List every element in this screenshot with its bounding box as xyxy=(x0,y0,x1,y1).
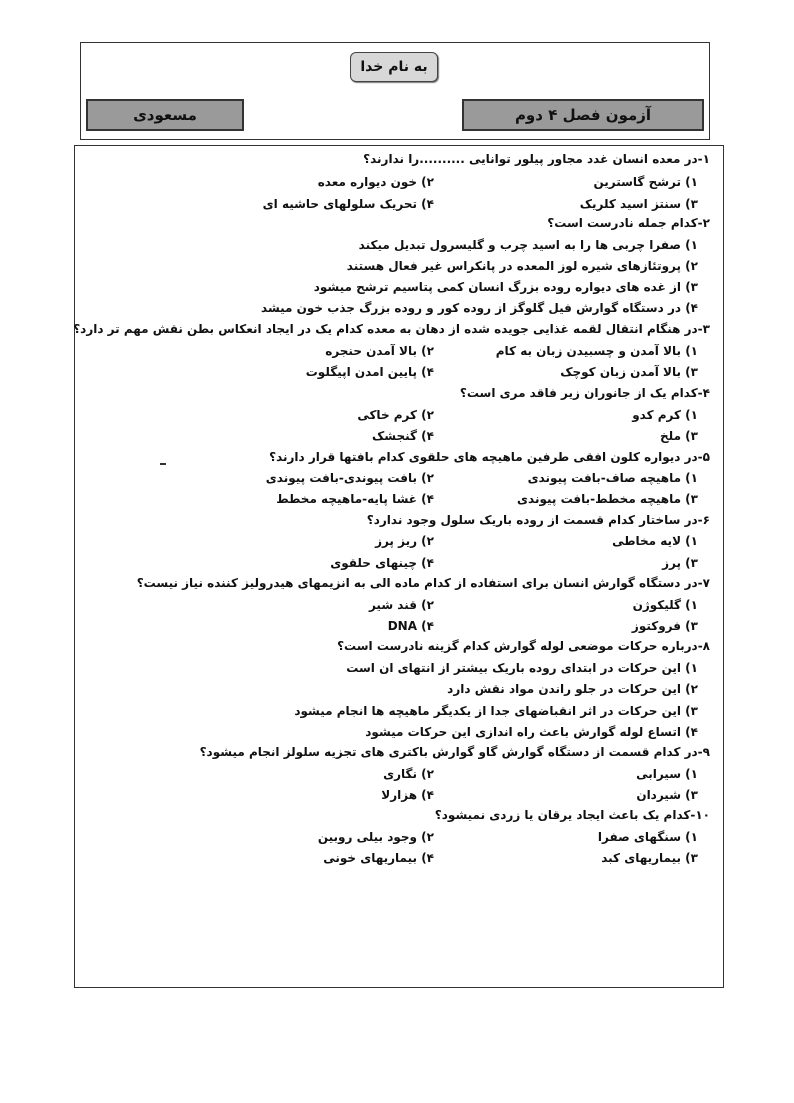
question-3: ۳-در هنگام انتقال لقمه غذایی جویده شده از دهان به معده کدام یک در ایجاد انعکاس بطن نقش مهم تر دارد؟ xyxy=(73,322,710,336)
teacher-name: مسعودی xyxy=(86,99,244,131)
q9-option-2: ۲) نگاری xyxy=(383,767,434,781)
q1-option-3: ۳) سنتز اسید کلریک xyxy=(579,197,698,211)
q10-option-4: ۴) بیماریهای خونی xyxy=(323,851,434,865)
q1-option-4: ۴) تحریک سلولهای حاشیه ای xyxy=(262,197,434,211)
q1-option-1: ۱) ترشح گاسترین xyxy=(593,175,698,189)
question-5: ۵-در دیواره کلون افقی طرفین ماهیچه های حلقوی کدام بافتها قرار دارند؟ xyxy=(269,450,710,464)
q3-option-4: ۴) پایین امدن اپیگلوت xyxy=(305,365,434,379)
q9-option-3: ۳) شیردان xyxy=(636,788,698,802)
question-1: ۱-در معده انسان غدد مجاور پیلور توانایی ..........را ندارند؟ xyxy=(363,152,710,166)
q8-option-1: ۱) این حرکات در ابتدای روده باریک بیشتر از انتهای ان است xyxy=(346,661,698,675)
q3-option-3: ۳) بالا آمدن زبان کوچک xyxy=(560,365,698,379)
q8-option-2: ۲) این حرکات در جلو راندن مواد نقش دارد xyxy=(447,682,698,696)
q8-option-3: ۳) این حرکات در اثر انقباضهای جدا از یکدیگر ماهیچه ها انجام میشود xyxy=(294,704,698,718)
exam-title: آزمون فصل ۴ دوم xyxy=(462,99,704,131)
question-4: ۴-کدام یک از جانوران زیر فاقد مری است؟ xyxy=(459,386,710,400)
q5-option-1: ۱) ماهیچه صاف-بافت پیوندی xyxy=(527,471,698,485)
question-6: ۶-در ساختار کدام قسمت از روده باریک سلول وجود ندارد؟ xyxy=(366,513,710,527)
scan-mark xyxy=(160,463,166,465)
q5-option-4: ۴) غشا پایه-ماهیچه مخطط xyxy=(276,492,434,506)
q10-option-1: ۱) سنگهای صفرا xyxy=(597,830,698,844)
q4-option-1: ۱) کرم کدو xyxy=(632,408,698,422)
q9-option-1: ۱) سیرابی xyxy=(636,767,698,781)
question-7: ۷-در دستگاه گوارش انسان برای استفاده از کدام ماده الی به انزیمهای هیدرولیز کننده نیاز نیست؟ xyxy=(136,576,710,590)
question-8: ۸-درباره حرکات موضعی لوله گوارش کدام گزینه نادرست است؟ xyxy=(337,639,710,653)
q3-option-2: ۲) بالا آمدن حنجره xyxy=(325,344,434,358)
q6-option-4: ۴) چینهای حلقوی xyxy=(330,556,434,570)
q2-option-4: ۴) در دستگاه گوارش فیل گلوگز از روده کور و روده بزرگ جذب خون میشد xyxy=(261,301,698,315)
q8-option-4: ۴) اتساع لوله گوارش باعث راه اندازی این حرکات میشود xyxy=(365,725,698,739)
q5-option-3: ۳) ماهیچه مخطط-بافت پیوندی xyxy=(517,492,698,506)
q6-option-1: ۱) لایه مخاطی xyxy=(612,534,698,548)
q1-option-2: ۲) خون دیواره معده xyxy=(317,175,434,189)
q4-option-4: ۴) گنجشک xyxy=(371,429,434,443)
q10-option-3: ۳) بیماریهای کبد xyxy=(601,851,698,865)
q9-option-4: ۴) هزارلا xyxy=(381,788,434,802)
q10-option-2: ۲) وجود بیلی روبین xyxy=(317,830,434,844)
q3-option-1: ۱) بالا آمدن و چسبیدن زبان به کام xyxy=(495,344,698,358)
q7-option-4: ۴) DNA xyxy=(387,619,434,633)
q2-option-2: ۲) پروتئازهای شیره لوز المعده در پانکراس غیر فعال هستند xyxy=(346,259,698,273)
q7-option-2: ۲) قند شیر xyxy=(368,598,434,612)
question-10: ۱۰-کدام یک باعث ایجاد یرقان یا زردی نمیشود؟ xyxy=(434,808,710,822)
q4-option-2: ۲) کرم خاکی xyxy=(357,408,434,422)
question-9: ۹-در کدام قسمت از دستگاه گوارش گاو گوارش باکتری های تجزیه سلولز انجام میشود؟ xyxy=(199,745,710,759)
q6-option-3: ۳) پرز xyxy=(662,556,698,570)
q7-option-1: ۱) گلیکوژن xyxy=(632,598,698,612)
q4-option-3: ۳) ملخ xyxy=(660,429,698,443)
q6-option-2: ۲) ریز پرز xyxy=(375,534,434,548)
q7-option-3: ۳) فروکتوز xyxy=(631,619,698,633)
question-2: ۲-کدام جمله نادرست است؟ xyxy=(547,216,710,230)
bismillah-label: به نام خدا xyxy=(350,52,438,82)
q2-option-1: ۱) صفرا چربی ها را به اسید چرب و گلیسرول تبدیل میکند xyxy=(358,238,698,252)
q2-option-3: ۳) از غده های دیواره روده بزرگ انسان کمی پتاسیم ترشح میشود xyxy=(313,280,698,294)
q5-option-2: ۲) بافت پیوندی-بافت پیوندی xyxy=(265,471,434,485)
